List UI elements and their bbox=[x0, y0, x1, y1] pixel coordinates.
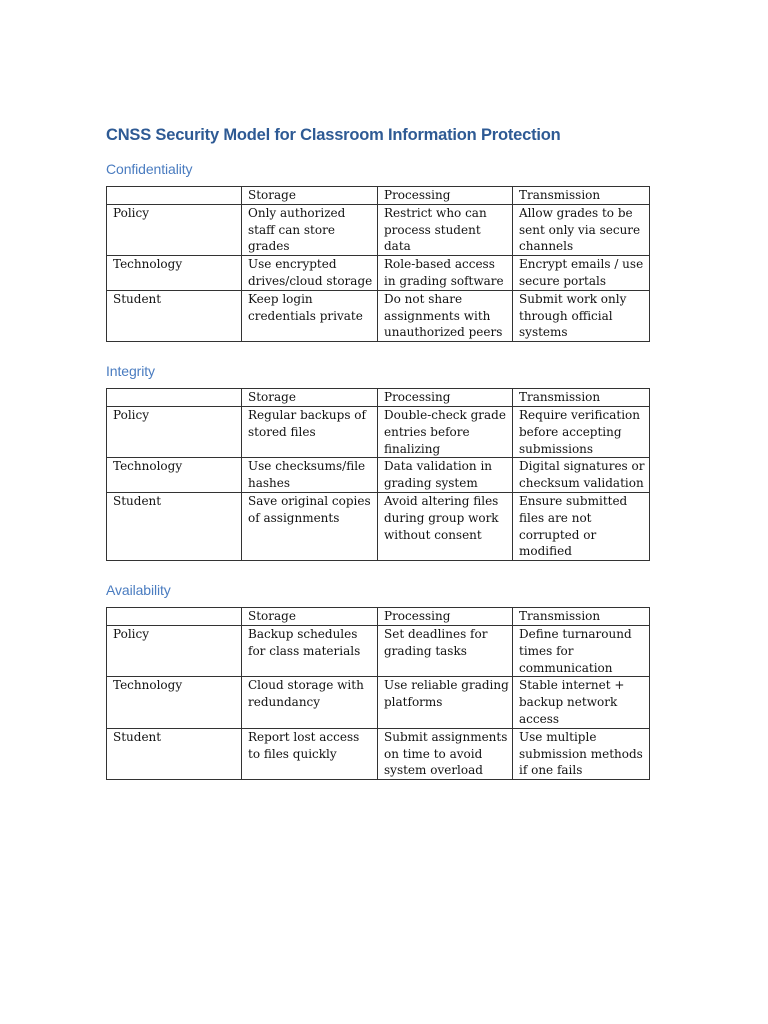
processing-cell: Data validation in grading system bbox=[378, 458, 513, 493]
section-heading-confidentiality: Confidentiality bbox=[106, 161, 193, 177]
transmission-cell: Define turnaround times for communication bbox=[513, 625, 650, 676]
availability-table bbox=[106, 607, 650, 780]
processing-cell: Avoid altering files during group work without consent bbox=[378, 492, 513, 560]
processing-cell: Submit assignments on time to avoid system overload bbox=[378, 728, 513, 779]
section-spacer bbox=[106, 342, 650, 354]
storage-cell: Regular backups of stored files bbox=[242, 406, 378, 457]
row-label-cell: Policy bbox=[107, 406, 242, 457]
storage-cell: Cloud storage with redundancy bbox=[242, 677, 378, 728]
section-spacer bbox=[106, 561, 650, 573]
header-cell-transmission: Transmission bbox=[513, 389, 650, 407]
row-label-cell: Technology bbox=[107, 677, 242, 728]
row-label-cell: Student bbox=[107, 492, 242, 560]
storage-cell: Only authorized staff can store grades bbox=[242, 204, 378, 255]
header-cell-processing: Processing bbox=[378, 187, 513, 205]
row-label-cell: Technology bbox=[107, 256, 242, 291]
header-cell-empty bbox=[107, 608, 242, 626]
row-label-cell: Policy bbox=[107, 204, 242, 255]
table-row bbox=[107, 625, 650, 676]
table-row bbox=[107, 290, 650, 341]
processing-cell: Restrict who can process student data bbox=[378, 204, 513, 255]
table-row bbox=[107, 204, 650, 255]
confidentiality-table bbox=[106, 186, 650, 342]
row-label-cell: Student bbox=[107, 290, 242, 341]
transmission-cell: Ensure submitted files are not corrupted or modified bbox=[513, 492, 650, 560]
row-label-cell: Technology bbox=[107, 458, 242, 493]
header-cell-processing: Processing bbox=[378, 389, 513, 407]
transmission-cell: Stable internet + backup network access bbox=[513, 677, 650, 728]
processing-cell: Do not share assignments with unauthorized peers bbox=[378, 290, 513, 341]
storage-cell: Use encrypted drives/cloud storage bbox=[242, 256, 378, 291]
processing-cell: Use reliable grading platforms bbox=[378, 677, 513, 728]
table-row bbox=[107, 256, 650, 291]
header-cell-storage: Storage bbox=[242, 608, 378, 626]
table-header-row bbox=[107, 389, 650, 407]
row-label-cell: Student bbox=[107, 728, 242, 779]
transmission-cell: Use multiple submission methods if one fails bbox=[513, 728, 650, 779]
storage-cell: Save original copies of assignments bbox=[242, 492, 378, 560]
document-title: CNSS Security Model for Classroom Information Protection bbox=[106, 126, 561, 144]
transmission-cell: Submit work only through official systems bbox=[513, 290, 650, 341]
header-cell-storage: Storage bbox=[242, 187, 378, 205]
processing-cell: Set deadlines for grading tasks bbox=[378, 625, 513, 676]
table-row bbox=[107, 492, 650, 560]
storage-cell: Backup schedules for class materials bbox=[242, 625, 378, 676]
header-cell-processing: Processing bbox=[378, 608, 513, 626]
processing-cell: Double-check grade entries before finalizing bbox=[378, 406, 513, 457]
transmission-cell: Allow grades to be sent only via secure channels bbox=[513, 204, 650, 255]
processing-cell: Role-based access in grading software bbox=[378, 256, 513, 291]
table-row bbox=[107, 458, 650, 493]
header-cell-empty bbox=[107, 389, 242, 407]
table-row bbox=[107, 728, 650, 779]
table-row bbox=[107, 406, 650, 457]
header-cell-empty bbox=[107, 187, 242, 205]
table-row bbox=[107, 677, 650, 728]
row-label-cell: Policy bbox=[107, 625, 242, 676]
header-cell-transmission: Transmission bbox=[513, 187, 650, 205]
transmission-cell: Encrypt emails / use secure portals bbox=[513, 256, 650, 291]
table-header-row bbox=[107, 608, 650, 626]
storage-cell: Report lost access to files quickly bbox=[242, 728, 378, 779]
transmission-cell: Require verification before accepting submissions bbox=[513, 406, 650, 457]
header-cell-storage: Storage bbox=[242, 389, 378, 407]
storage-cell: Keep login credentials private bbox=[242, 290, 378, 341]
storage-cell: Use checksums/file hashes bbox=[242, 458, 378, 493]
transmission-cell: Digital signatures or checksum validation bbox=[513, 458, 650, 493]
section-heading-integrity: Integrity bbox=[106, 363, 155, 380]
table-header-row bbox=[107, 187, 650, 205]
document-page bbox=[106, 118, 650, 780]
header-cell-transmission: Transmission bbox=[513, 608, 650, 626]
section-heading-availability: Availability bbox=[106, 582, 171, 599]
integrity-table bbox=[106, 388, 650, 561]
